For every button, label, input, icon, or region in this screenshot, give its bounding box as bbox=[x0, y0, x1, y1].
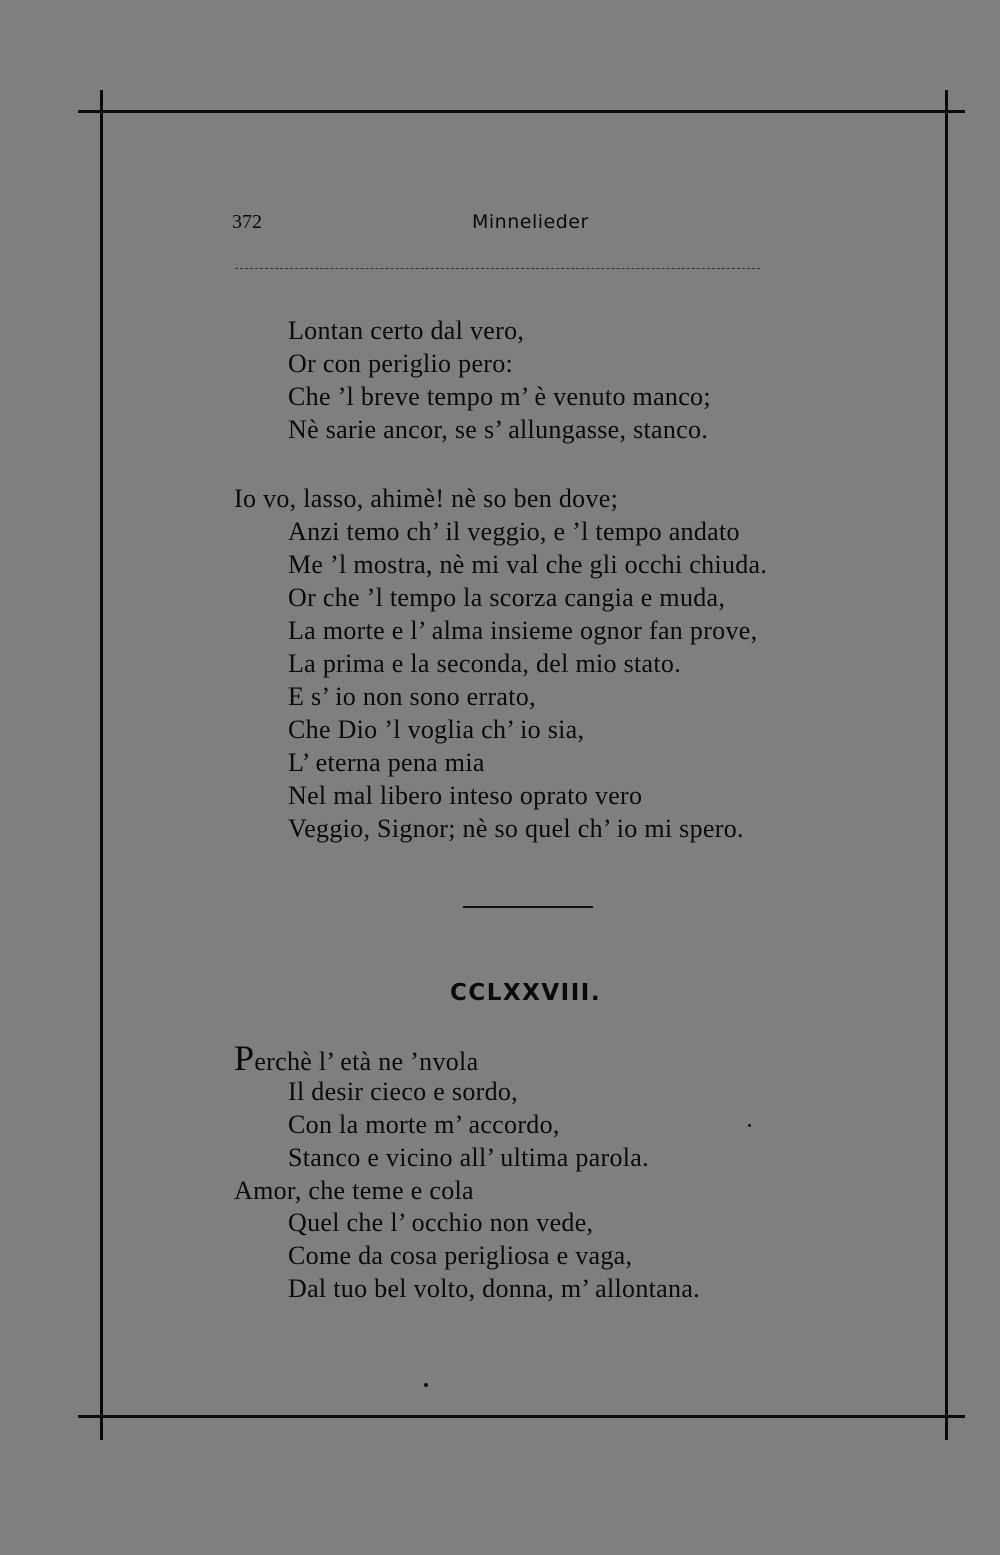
verse-line: Anzi temo ch’ il veggio, e ’l tempo andato bbox=[288, 517, 740, 546]
verse-line: Lontan certo dal vero, bbox=[288, 316, 525, 345]
verse-line: La morte e l’ alma insieme ognor fan prove, bbox=[288, 616, 758, 645]
frame-right-rule bbox=[945, 90, 948, 1440]
verse-line: Che Dio ’l voglia ch’ io sia, bbox=[288, 715, 585, 744]
verse-line: Io vo, lasso, ahimè! nè so ben dove; bbox=[234, 484, 619, 513]
verse-line-first bbox=[234, 1038, 479, 1078]
verse-line: Nè sarie ancor, se s’ allungasse, stanco. bbox=[288, 415, 709, 444]
running-title: Minnelieder bbox=[472, 211, 589, 233]
verse-line: Che ’l breve tempo m’ è venuto manco; bbox=[288, 382, 711, 411]
verse-line: Stanco e vicino all’ ultima parola. bbox=[288, 1143, 649, 1172]
header-rule bbox=[235, 268, 760, 269]
verse-line: E s’ io non sono errato, bbox=[288, 682, 536, 711]
page-number: 372 bbox=[232, 211, 262, 233]
frame-bottom-rule bbox=[78, 1415, 965, 1418]
frame-left-rule bbox=[100, 90, 103, 1440]
scan-speck bbox=[424, 1383, 428, 1387]
section-divider bbox=[463, 906, 593, 908]
frame-top-rule bbox=[78, 110, 965, 113]
verse-line-rest: erchè l’ età ne ’nvola bbox=[254, 1047, 479, 1076]
verse-line: Or con periglio pero: bbox=[288, 349, 514, 378]
verse-line: L’ eterna pena mia bbox=[288, 748, 485, 777]
verse-line: Con la morte m’ accordo, bbox=[288, 1110, 560, 1139]
verse-line: Il desir cieco e sordo, bbox=[288, 1077, 518, 1106]
verse-line: Dal tuo bel volto, donna, m’ allontana. bbox=[288, 1274, 700, 1303]
verse-line: La prima e la seconda, del mio stato. bbox=[288, 649, 682, 678]
verse-line: Come da cosa perigliosa e vaga, bbox=[288, 1241, 633, 1270]
section-title: CCLXXVIII. bbox=[450, 980, 602, 1006]
verse-line: Veggio, Signor; nè so quel ch’ io mi spero. bbox=[288, 814, 744, 843]
drop-cap: P bbox=[234, 1038, 255, 1078]
verse-line: Amor, che teme e cola bbox=[234, 1176, 474, 1205]
verse-line: Me ’l mostra, nè mi val che gli occhi chiuda. bbox=[288, 550, 768, 579]
verse-line: Or che ’l tempo la scorza cangia e muda, bbox=[288, 583, 726, 612]
verse-line: Quel che l’ occhio non vede, bbox=[288, 1208, 594, 1237]
verse-line: Nel mal libero inteso oprato vero bbox=[288, 781, 643, 810]
scan-speck bbox=[748, 1124, 751, 1127]
